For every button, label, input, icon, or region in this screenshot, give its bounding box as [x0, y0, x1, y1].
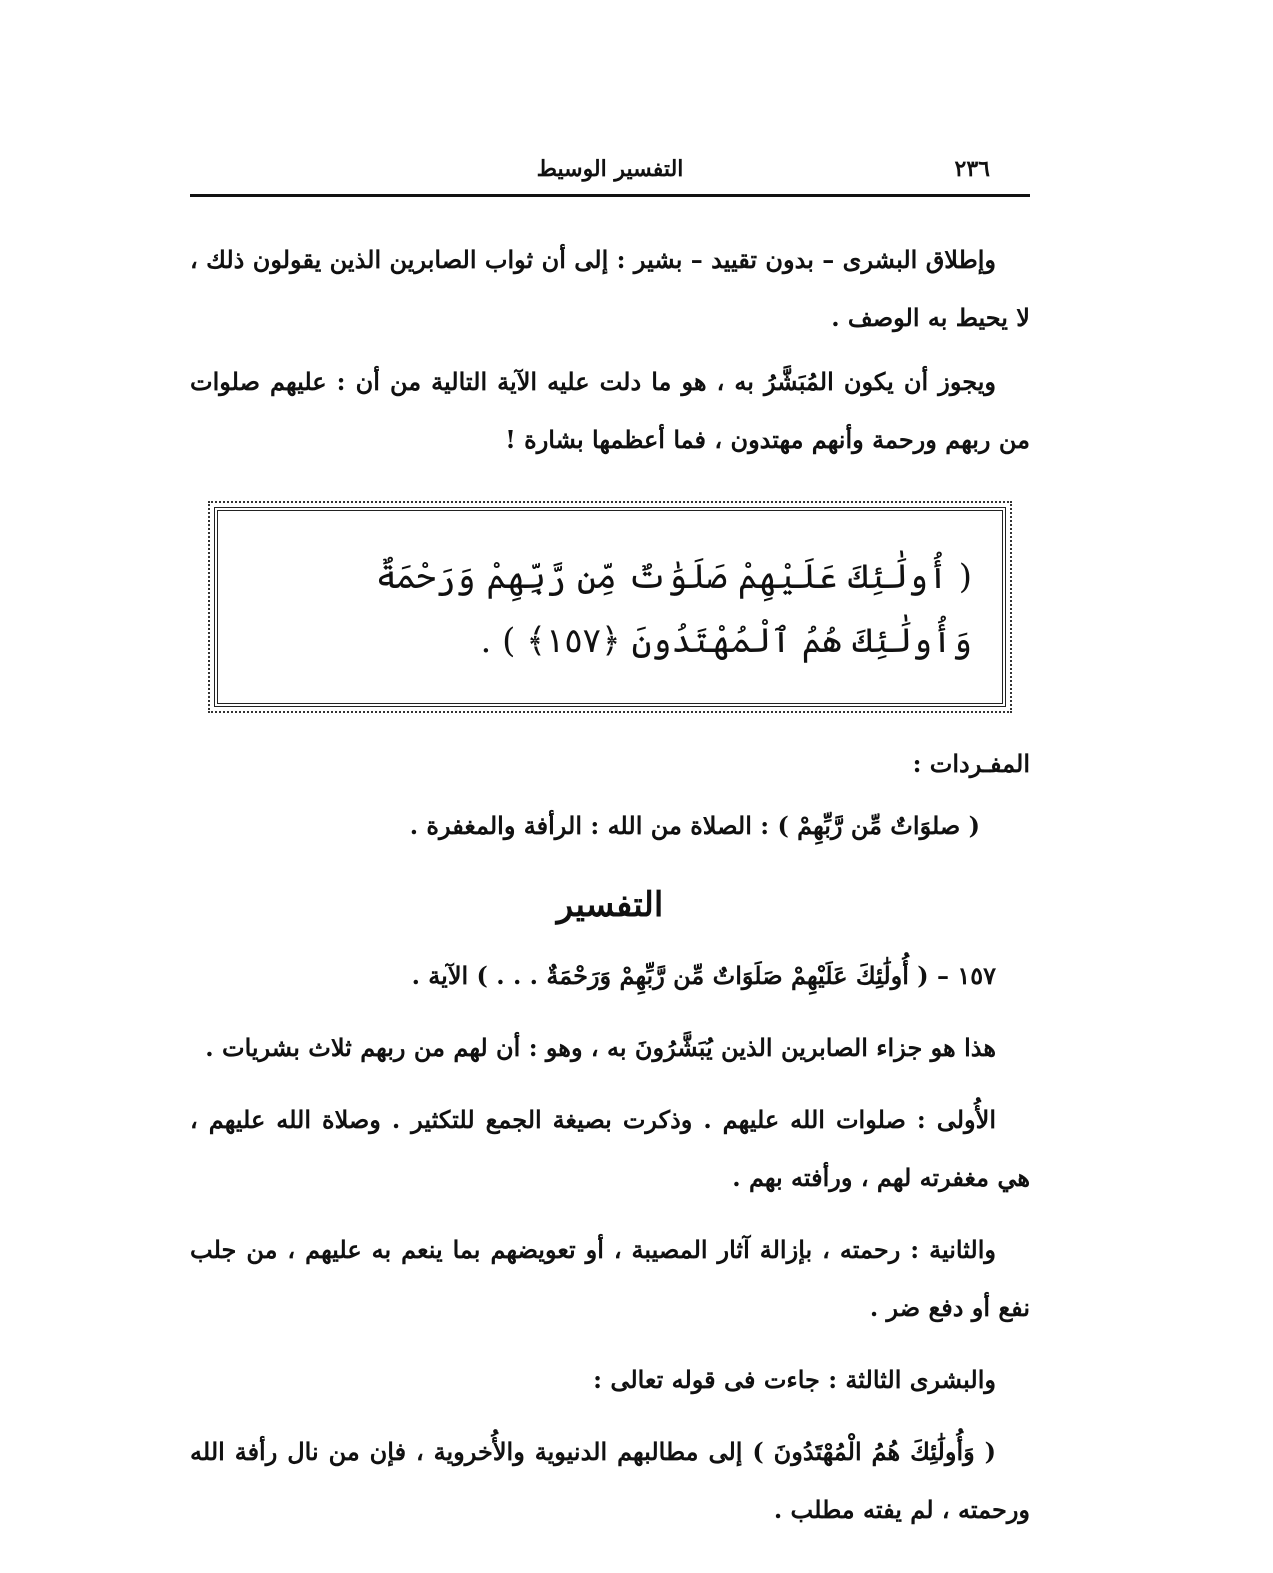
quran-verse-text: ( أُولَٰئِكَ عَلَيْهِمْ صَلَوَٰتٌ مِّن رَّبِّهِمْ وَرَحْمَةٌ وَأُولَٰئِكَ هُمُ ٱلْمُهْتَدُونَ ﴿١٥٧﴾ ) .: [375, 557, 972, 661]
vocabulary-heading: المفـردات :: [912, 749, 1030, 778]
tafsir-paragraph-2: الأُولى : صلوات الله عليهم . وذكرت بصيغة الجمع للتكثير . وصلاة الله عليهم ، هي مغفرته لهم ، ورأفته بهم .: [190, 1105, 1030, 1192]
intro-paragraph-2: ويجوز أن يكون المُبَشَّرُ به ، هو ما دلت عليه الآية التالية من أن : عليهم صلوات من ربهم ورحمة وأنهم مهتدون ، فما أعظمها بشارة !: [190, 367, 1030, 454]
document-page: [190, 150, 1030, 1539]
page-header: [190, 150, 1030, 197]
verse-reference: ١٥٧ – ( أُولَٰئِكَ عَلَيْهِمْ صَلَوَاتٌ مِّن رَّبِّهِمْ وَرَحْمَةٌ . . . ) الآية .: [411, 961, 996, 990]
tafsir-title: التفسير: [556, 885, 664, 925]
tafsir-paragraph-4: والبشرى الثالثة : جاءت فى قوله تعالى :: [593, 1365, 996, 1394]
running-title: التفسير الوسيط: [536, 156, 684, 182]
tafsir-paragraph-1: هذا هو جزاء الصابرين الذين يُبَشَّرُونَ به ، وهو : أن لهم من ربهم ثلاث بشريات .: [205, 1033, 996, 1062]
tafsir-paragraph-5: ( وَأُولَٰئِكَ هُمُ الْمُهْتَدُونَ ) إلى مطالبهم الدنيوية والأُخروية ، فإن من نال رأفة الله ورحمته ، لم يفته مطلب .: [190, 1437, 1030, 1524]
tafsir-paragraph-3: والثانية : رحمته ، بإزالة آثار المصيبة ، أو تعويضهم بما ينعم به عليهم ، من جلب نفع أو دفع ضر .: [190, 1235, 1030, 1322]
intro-paragraph-1: وإطلاق البشرى – بدون تقييد – بشير : إلى أن ثواب الصابرين الذين يقولون ذلك ، لا يحيط به الوصف .: [190, 245, 1030, 332]
quran-verse-box: [214, 507, 1006, 707]
vocabulary-entry: ( صلوَاتٌ مِّن رَّبِّهِمْ ) : الصلاة من الله : الرأفة والمغفرة .: [409, 811, 980, 840]
page-number: ٢٣٦: [954, 156, 990, 182]
